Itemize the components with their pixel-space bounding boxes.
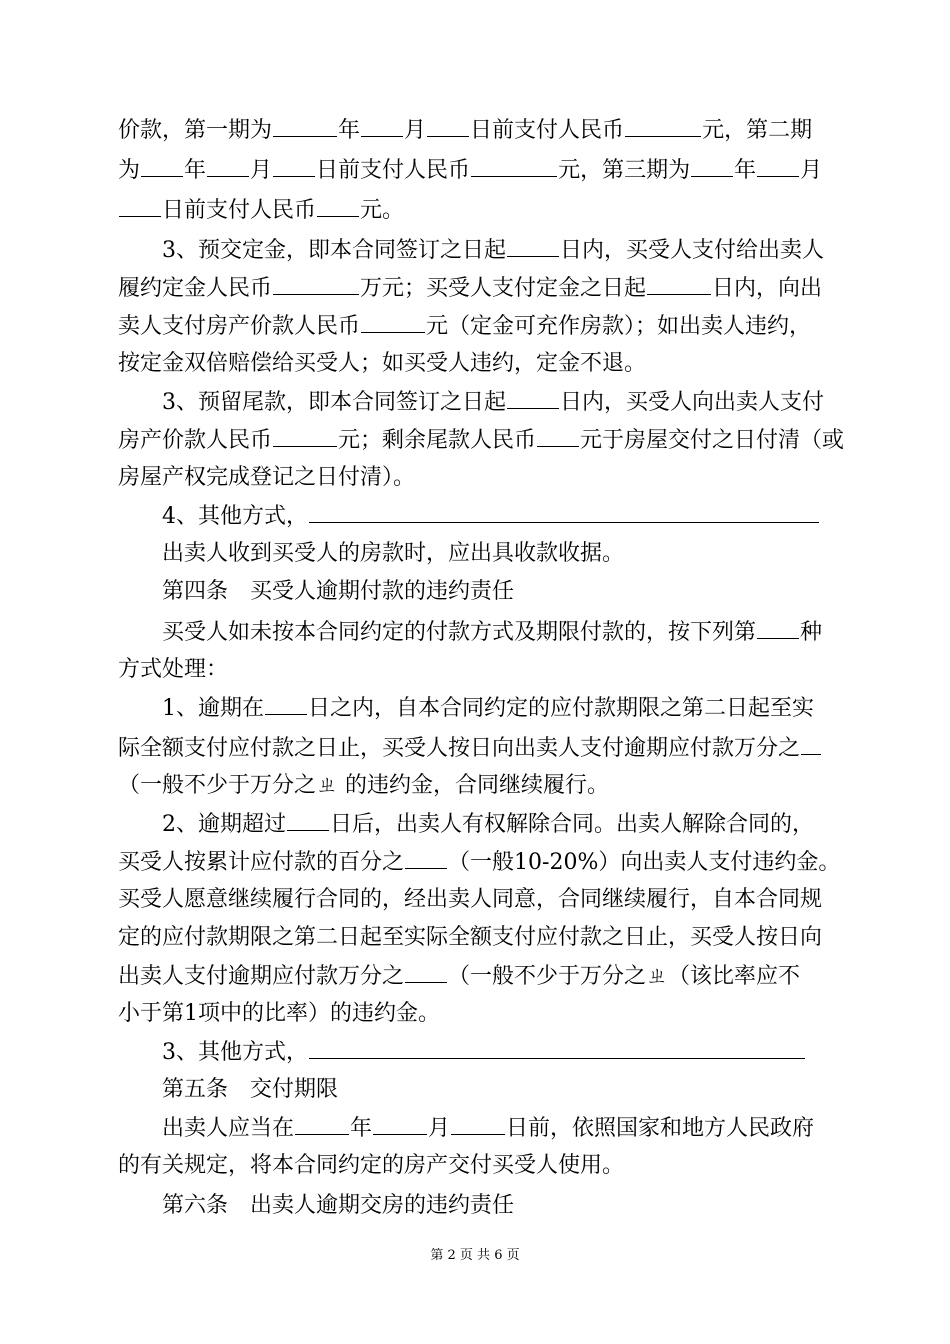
text-line: 日前支付人民币 元。	[118, 190, 838, 230]
fill-blank[interactable]	[361, 110, 403, 137]
text-line: 房屋产权完成登记之日付清）。	[118, 465, 416, 490]
text-line: 3、预留尾款，即本合同签订之日起 日内，买受人向出卖人支付	[162, 382, 882, 422]
fill-blank[interactable]	[647, 268, 711, 295]
fill-blank[interactable]	[295, 1108, 349, 1135]
text-line: 3、预交定金，即本合同签订之日起 日内，买受人支付给出卖人	[162, 230, 882, 270]
text-line: 卖人支付房产价款人民币 元（定金可充作房款）；如出卖人违约，	[118, 306, 838, 346]
fill-blank[interactable]	[427, 110, 469, 137]
text-line: 3、其他方式，	[162, 1032, 882, 1072]
fill-blank[interactable]	[287, 804, 329, 831]
text-line: 买受人如未按本合同约定的付款方式及期限付款的，按下列第 种	[162, 612, 882, 652]
text-line: 小于第1项中的比率）的违约金。	[118, 1001, 440, 1026]
fill-blank[interactable]	[207, 150, 249, 177]
text-line: 为 年 月 日前支付人民币 元，第三期为 年 月	[118, 150, 838, 190]
fill-blank[interactable]	[451, 1108, 505, 1135]
fill-blank[interactable]	[373, 1108, 427, 1135]
text-line: 按定金双倍赔偿给买受人；如买受人违约，定金不退。	[118, 351, 647, 376]
text-line: 履约定金人民币 万元；买受人支付定金之日起 日内，向出	[118, 268, 838, 308]
fill-blank[interactable]	[119, 190, 161, 217]
text-line: 出卖人应当在 年 月 日前，依照国家和地方人民政府	[162, 1108, 882, 1148]
fill-blank[interactable]	[141, 150, 183, 177]
fill-blank[interactable]	[757, 150, 799, 177]
text-line: 际全额支付应付款之日止，买受人按日向出卖人支付逾期应付款万分之	[118, 728, 838, 768]
fill-blank[interactable]	[691, 150, 733, 177]
fill-blank[interactable]	[801, 728, 821, 755]
fill-blank[interactable]	[317, 190, 359, 217]
fill-blank[interactable]	[405, 956, 447, 983]
section-heading: 第五条 交付期限	[162, 1077, 339, 1102]
text-line: 买受人愿意继续履行合同的，经出卖人同意，合同继续履行，自本合同规	[118, 887, 823, 912]
text-line: 2、逾期超过 日后，出卖人有权解除合同。出卖人解除合同的，	[162, 804, 882, 844]
section-heading: 第四条 买受人逾期付款的违约责任	[162, 579, 515, 604]
fill-blank[interactable]	[471, 150, 557, 177]
page-number-footer: 第 2 页 共 6 页	[430, 1248, 520, 1263]
text-line: 方式处理：	[118, 657, 229, 682]
text-line: 的有关规定，将本合同约定的房产交付买受人使用。	[118, 1153, 625, 1178]
fill-blank[interactable]	[273, 150, 315, 177]
text-line: 出卖人收到买受人的房款时，应出具收款收据。	[162, 541, 625, 566]
text-line: 4、其他方式，	[162, 496, 882, 536]
fill-blank[interactable]	[507, 382, 559, 409]
fill-blank[interactable]	[361, 306, 425, 333]
fill-blank[interactable]	[537, 420, 579, 447]
fill-blank[interactable]	[309, 496, 819, 523]
section-heading: 第六条 出卖人逾期交房的违约责任	[162, 1193, 515, 1218]
text-line: 价款，第一期为 年 月 日前支付人民币 元，第二期	[118, 110, 838, 150]
text-line: 1、逾期在 日之内，自本合同约定的应付款期限之第二日起至实	[162, 688, 882, 728]
fill-blank[interactable]	[507, 230, 559, 257]
fill-blank[interactable]	[273, 420, 337, 447]
fill-blank[interactable]	[273, 268, 359, 295]
fill-blank[interactable]	[757, 612, 799, 639]
fill-blank[interactable]	[273, 110, 337, 137]
text-line: （一般不少于万分之ㄓ 的违约金，合同继续履行。	[118, 773, 609, 798]
text-line: 定的应付款期限之第二日起至实际全额支付应付款之日止，买受人按日向	[118, 925, 823, 950]
text-line: 出卖人支付逾期应付款万分之 （一般不少于万分之ㄓ（该比率应不	[118, 956, 838, 996]
fill-blank[interactable]	[265, 688, 307, 715]
text-line: 房产价款人民币 元；剩余尾款人民币 元于房屋交付之日付清（或	[118, 420, 838, 460]
fill-blank[interactable]	[405, 842, 447, 869]
fill-blank[interactable]	[625, 110, 701, 137]
text-line: 买受人按累计应付款的百分之 （一般10-20%）向出卖人支付违约金。	[118, 842, 838, 882]
fill-blank[interactable]	[309, 1032, 805, 1059]
